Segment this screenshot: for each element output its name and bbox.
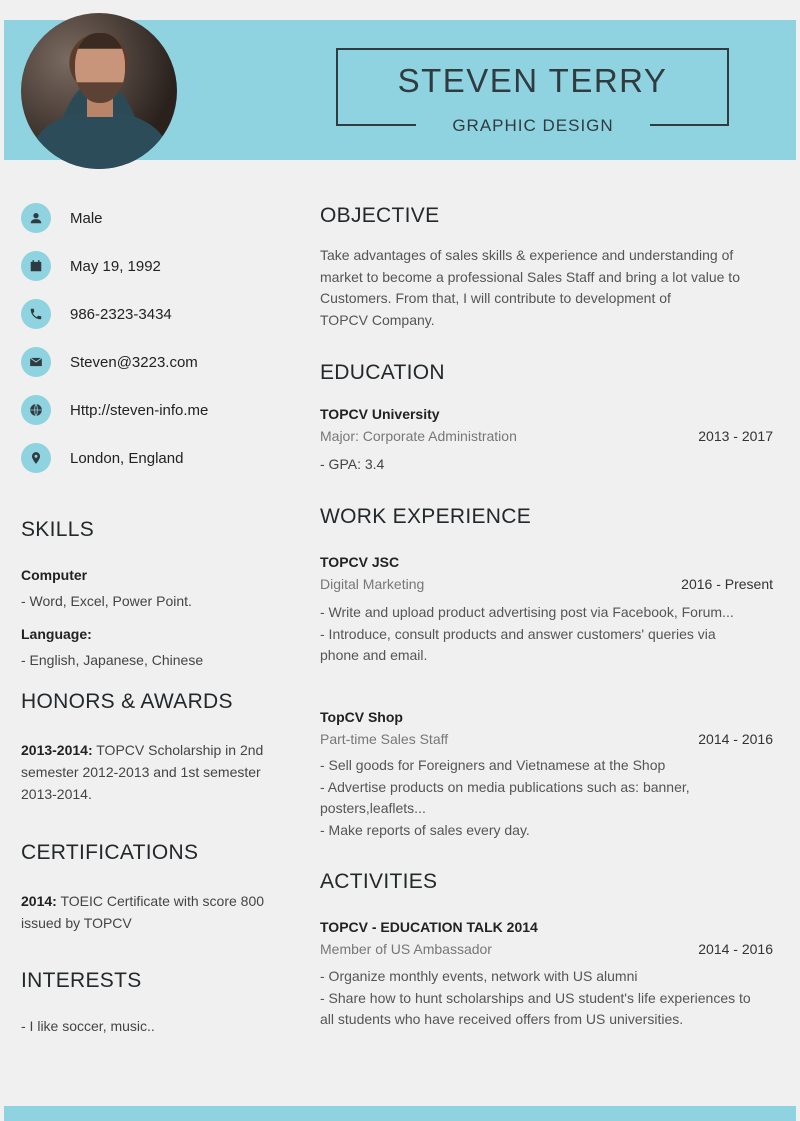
activity-role: Member of US Ambassador [320,941,492,957]
skill-group-value: - English, Japanese, Chinese [21,652,204,668]
candidate-name: STEVEN TERRY [397,62,668,99]
interests-text: - I like soccer, music.. [21,1018,155,1034]
education-heading: EDUCATION [320,361,445,385]
skill-group-label: Language: [21,626,92,642]
contact-website: Http://steven-info.me [21,395,208,425]
skill-group-value: - Word, Excel, Power Point. [21,593,192,609]
job-position: Digital Marketing [320,576,425,592]
education-school: TOPCV University [320,406,440,422]
activity-description: - Organize monthly events, network with US alumni - Share how to hunt scholarships and US student's life experiences to all students who have received offers from US universities. [320,968,751,1027]
activities-heading: ACTIVITIES [320,870,437,894]
person-icon [21,203,51,233]
job-company: TOPCV JSC [320,554,400,570]
objective-text: Take advantages of sales skills & experience and understanding of market to become a professional Sales Staff and bring a lot value to Customers. From that, I will contribute to development of TOPCV Company. [320,247,740,328]
certification-entry: 2014: TOEIC Certificate with score 800 [21,893,265,909]
contact-birthday: May 19, 1992 [21,251,161,281]
contact-phone: 986-2323-3434 [21,299,172,329]
work-experience-heading: WORK EXPERIENCE [320,505,531,529]
candidate-role: GRAPHIC DESIGN [452,116,614,135]
resume-page [4,0,796,1121]
certification-entry-line: issued by TOPCV [21,915,132,931]
honors-heading: HONORS & AWARDS [21,690,233,714]
footer-band [4,1106,796,1121]
skills-heading: SKILLS [21,518,94,542]
honor-entry: 2013-2014: TOPCV Scholarship in 2nd [21,742,264,758]
calendar-icon [21,251,51,281]
globe-icon [21,395,51,425]
phone-icon [21,299,51,329]
mail-icon [21,347,51,377]
profile-photo [21,13,177,169]
objective-heading: OBJECTIVE [320,204,439,228]
contact-location: London, England [21,443,183,473]
interests-heading: INTERESTS [21,969,142,993]
contact-gender: Male [21,203,103,233]
skill-group-label: Computer [21,567,88,583]
job-dates: 2016 - Present [681,576,773,592]
education-dates: 2013 - 2017 [698,428,773,444]
location-pin-icon [21,443,51,473]
job-dates: 2014 - 2016 [698,731,773,747]
honor-entry-line: 2013-2014. [21,786,92,802]
honor-entry-line: semester 2012-2013 and 1st semester [21,764,261,780]
job-company: TopCV Shop [320,709,403,725]
education-gpa: - GPA: 3.4 [320,456,385,472]
job-description: - Sell goods for Foreigners and Vietnamese at the Shop - Advertise products on media publications such as: banner, posters,leaflets... - Make reports of sales every day. [320,757,690,838]
job-position: Part-time Sales Staff [320,731,449,747]
certifications-heading: CERTIFICATIONS [21,841,198,865]
activity-name: TOPCV - EDUCATION TALK 2014 [320,919,538,935]
contact-email: Steven@3223.com [21,347,198,377]
education-major: Major: Corporate Administration [320,428,517,444]
job-description: - Write and upload product advertising post via Facebook, Forum... - Introduce, consult products and answer customers' queries via phone and email. [320,604,734,663]
activity-dates: 2014 - 2016 [698,941,773,957]
